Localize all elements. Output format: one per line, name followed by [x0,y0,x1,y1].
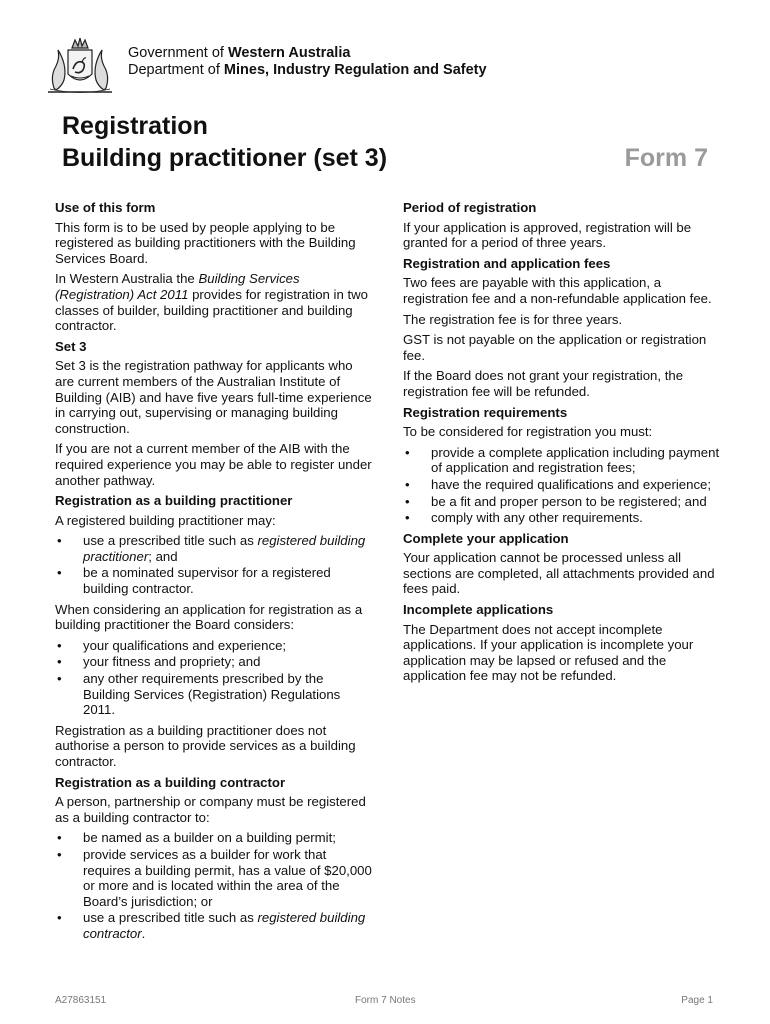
section-heading: Period of registration [403,200,537,215]
paragraph: GST is not payable on the application or registration fee. [403,332,707,363]
left-column [55,200,373,947]
paragraph: Your application cannot be processed unless all sections are completed, all attachments provided and fees paid. [403,550,715,597]
government-name: Government of Western Australia [128,45,351,61]
list-item: • any other requirements prescribed by the Building Services (Registration) Regulations 2011. [57,671,341,718]
list-item: • use a prescribed title such as registered building contractor. [57,910,366,941]
section-heading: Registration as a building practitioner [55,493,293,509]
wa-coat-of-arms-logo [42,36,118,94]
paragraph: This form is to be used by people applying to be registered as building practitioners with the Building Services Board. [55,219,356,266]
right-column [403,200,721,689]
paragraph: The registration fee is for three years. [403,311,623,327]
list-item: • be a fit and proper person to be registered; and [405,493,707,509]
section-heading: Incomplete applications [403,602,554,618]
list-item: • be a nominated supervisor for a registered building contractor. [57,565,331,597]
form-number: Form 7 [624,144,708,172]
list-item: • comply with any other requirements. [405,510,643,526]
footer-title: Form 7 Notes [355,995,416,1006]
section-heading: Registration and application fees [403,255,611,271]
paragraph: If your application is approved, registration will be granted for a period of three years. [403,219,692,251]
document-subtitle: Building practitioner (set 3) [62,144,388,172]
paragraph: Set 3 is the registration pathway for applicants who are current members of the Australian Institute of Building (AIB) and have five years full-time experience in carrying out, supervising or managing building construction. [55,358,372,436]
section-heading: Complete your application [403,530,569,546]
paragraph: Registration as a building practitioner does not authorise a person to provide services as a building contractor. [55,722,356,769]
paragraph: When considering an application for registration as a building practitioner the Board considers: [55,601,363,633]
bullet-list [403,445,721,526]
list-item: • use a prescribed title such as registered building practitioner; and [57,533,366,564]
section-heading: Use of this form [55,200,156,215]
bullet-list [55,638,373,718]
section-heading: Registration requirements [403,404,568,420]
department-name: Department of Mines, Industry Regulation and Safety [128,62,487,78]
paragraph: Two fees are payable with this application, a registration fee and a non-refundable application fee. [403,275,712,306]
paragraph: If you are not a current member of the AIB with the required experience you may be able to register under another pathway. [55,441,372,488]
section-heading: Set 3 [55,338,87,354]
list-item: • be named as a builder on a building permit; [57,830,336,846]
document-id: A27863151 [55,995,107,1006]
paragraph: To be considered for registration you must: [403,424,653,440]
list-item: • provide services as a builder for work that requires a building permit, has a value of $20,000 or more and is located within the area of the Board’s jurisdiction; or [57,846,372,909]
list-item: • your fitness and propriety; and [57,654,261,670]
bullet-list [55,830,373,941]
paragraph: In Western Australia the Building Services (Registration) Act 2011 provides for registration in two classes of builder, building practitioner and building contractor. [55,271,368,334]
paragraph: A registered building practitioner may: [55,512,276,528]
list-item: • your qualifications and experience; [57,637,287,653]
paragraph: The Department does not accept incomplete applications. If your application is incomplete your application may be lapsed or refused and the application fee may not be refunded. [403,621,694,684]
bullet-list [55,533,373,596]
paragraph: A person, partnership or company must be registered as a building contractor to: [55,794,366,825]
page-number: Page 1 [681,995,713,1006]
list-item: • have the required qualifications and experience; [405,476,712,492]
document-title: Registration [62,112,208,140]
section-heading: Registration as a building contractor [55,774,286,790]
paragraph: If the Board does not grant your registration, the registration fee will be refunded. [403,368,684,399]
list-item: • provide a complete application including payment of application and registration fees; [405,444,720,476]
